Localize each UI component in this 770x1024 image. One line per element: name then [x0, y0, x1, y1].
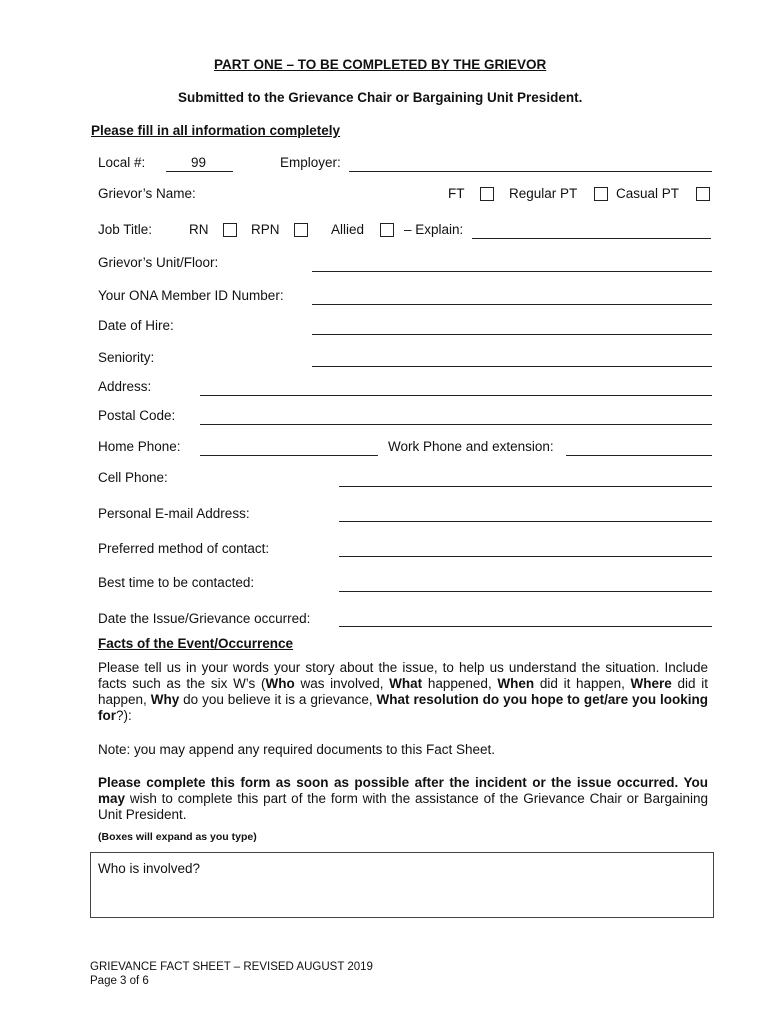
- employer-field[interactable]: [349, 171, 712, 172]
- date-issue-label: Date the Issue/Grievance occurred:: [98, 611, 311, 626]
- seniority-label: Seniority:: [98, 350, 155, 365]
- regular-pt-checkbox[interactable]: [594, 187, 608, 201]
- facts-text: was involved,: [294, 676, 390, 691]
- local-label: Local #:: [98, 155, 146, 170]
- member-id-field[interactable]: [312, 304, 712, 305]
- email-label: Personal E-mail Address:: [98, 506, 250, 521]
- unit-floor-label: Grievor’s Unit/Floor:: [98, 255, 219, 270]
- facts-text: happened,: [422, 676, 498, 691]
- allied-label: Allied: [331, 222, 365, 237]
- ft-checkbox[interactable]: [480, 187, 494, 201]
- rpn-label: RPN: [251, 222, 280, 237]
- what-word: What: [389, 676, 423, 691]
- when-word: When: [497, 676, 535, 691]
- work-phone-label: Work Phone and extension:: [388, 439, 554, 454]
- date-of-hire-field[interactable]: [312, 334, 712, 335]
- cell-phone-label: Cell Phone:: [98, 470, 168, 485]
- who-involved-label: Who is involved?: [98, 861, 201, 876]
- why-word: Why: [150, 692, 180, 707]
- preferred-contact-label: Preferred method of contact:: [98, 541, 270, 556]
- local-value: 99: [191, 155, 207, 170]
- facts-text: did it happen,: [534, 676, 631, 691]
- resolution-question: What resolution do you hope to get/are you looking for: [98, 692, 708, 723]
- note-text: Note: you may append any required documents to this Fact Sheet.: [98, 742, 495, 757]
- explain-label: – Explain:: [404, 222, 464, 237]
- explain-field[interactable]: [472, 238, 711, 239]
- postal-code-field[interactable]: [200, 424, 712, 425]
- member-id-label: Your ONA Member ID Number:: [98, 288, 284, 303]
- facts-instructions: [98, 660, 708, 724]
- regular-pt-label: Regular PT: [509, 186, 578, 201]
- who-word: Who: [265, 676, 295, 691]
- submitted-to: Submitted to the Grievance Chair or Bargaining Unit President.: [178, 90, 583, 105]
- rpn-checkbox[interactable]: [294, 223, 308, 237]
- seniority-field[interactable]: [312, 366, 712, 367]
- preferred-contact-field[interactable]: [339, 556, 712, 557]
- part-title: PART ONE – TO BE COMPLETED BY THE GRIEVOR: [214, 57, 547, 72]
- instruction: Please fill in all information completely: [91, 123, 341, 138]
- casual-pt-label: Casual PT: [616, 186, 680, 201]
- email-field[interactable]: [339, 521, 712, 522]
- facts-heading: Facts of the Event/Occurrence: [98, 636, 294, 651]
- facts-text: ?):: [116, 708, 132, 723]
- rn-label: RN: [189, 222, 209, 237]
- best-time-field[interactable]: [339, 591, 712, 592]
- date-issue-field[interactable]: [339, 626, 712, 627]
- home-phone-label: Home Phone:: [98, 439, 181, 454]
- postal-code-label: Postal Code:: [98, 408, 176, 423]
- who-involved-box[interactable]: [90, 852, 714, 918]
- best-time-label: Best time to be contacted:: [98, 575, 255, 590]
- job-title-label: Job Title:: [98, 222, 153, 237]
- work-phone-field[interactable]: [566, 455, 712, 456]
- home-phone-field[interactable]: [200, 455, 378, 456]
- complete-form-bold: Please complete this form as soon as possible after the incident or the issue occurred. You may: [98, 775, 708, 806]
- allied-checkbox[interactable]: [380, 223, 394, 237]
- address-field[interactable]: [200, 395, 712, 396]
- name-label: Grievor’s Name:: [98, 186, 196, 201]
- casual-pt-checkbox[interactable]: [696, 187, 710, 201]
- facts-text: do you believe it is a grievance,: [179, 692, 377, 707]
- local-field[interactable]: [166, 171, 233, 172]
- date-of-hire-label: Date of Hire:: [98, 318, 174, 333]
- employer-label: Employer:: [280, 155, 341, 170]
- where-word: Where: [630, 676, 672, 691]
- rn-checkbox[interactable]: [223, 223, 237, 237]
- boxes-note: (Boxes will expand as you type): [98, 831, 257, 843]
- ft-label: FT: [448, 186, 465, 201]
- facts-text: Please tell us in your words your story about the issue, to help us understand the situation. Include facts such as the six W’s (: [98, 660, 708, 691]
- complete-form-rest: wish to complete this part of the form with the assistance of the Grievance Chair or Bargaining Unit President.: [98, 791, 708, 822]
- address-label: Address:: [98, 379, 152, 394]
- footer-title: GRIEVANCE FACT SHEET – REVISED AUGUST 2019: [90, 961, 373, 973]
- facts-text: did it happen,: [98, 676, 708, 707]
- complete-form-note: [98, 775, 708, 823]
- page-number: Page 3 of 6: [90, 975, 149, 987]
- cell-phone-field[interactable]: [339, 486, 712, 487]
- unit-floor-field[interactable]: [312, 271, 712, 272]
